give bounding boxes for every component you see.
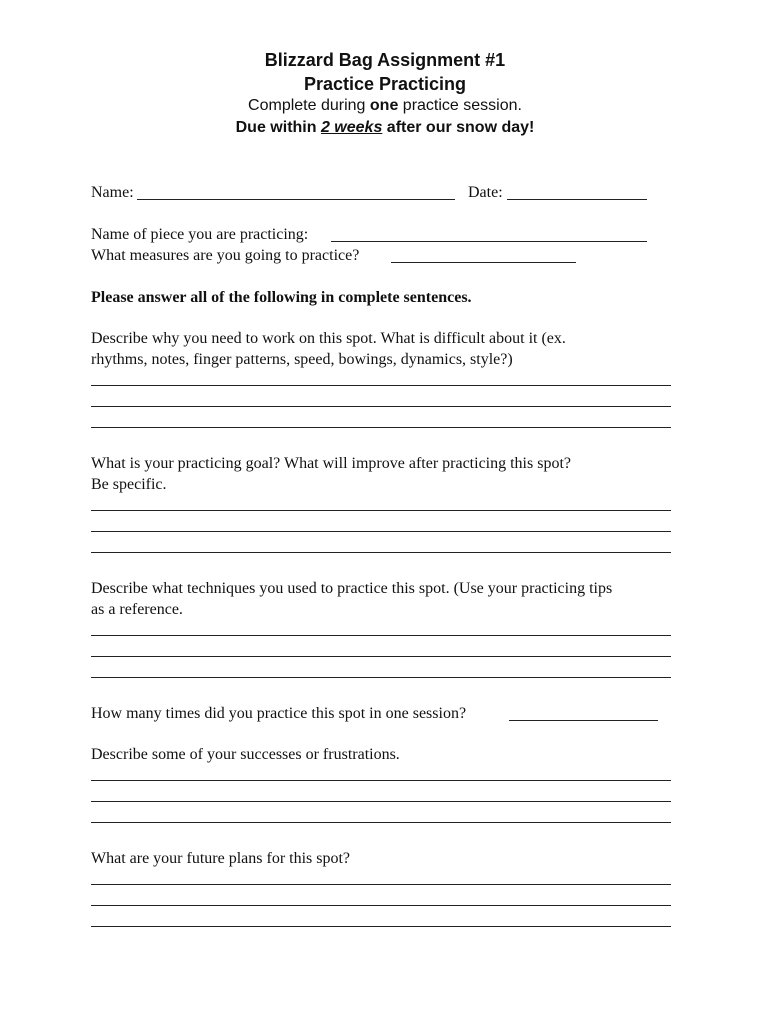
date-field[interactable] bbox=[507, 199, 647, 200]
answer-line[interactable] bbox=[91, 635, 671, 636]
practice-count-field[interactable] bbox=[509, 720, 658, 721]
answer-line[interactable] bbox=[91, 905, 671, 906]
session-instruction: Complete during one practice session. bbox=[248, 97, 522, 114]
answer-line[interactable] bbox=[91, 780, 671, 781]
answer-line[interactable] bbox=[91, 406, 671, 407]
answer-line[interactable] bbox=[91, 656, 671, 657]
answer-line[interactable] bbox=[91, 801, 671, 802]
assignment-subtitle: Practice Practicing bbox=[303, 74, 467, 94]
date-label: Date: bbox=[468, 184, 503, 201]
answer-line[interactable] bbox=[91, 510, 671, 511]
name-field[interactable] bbox=[137, 199, 455, 200]
answer-line[interactable] bbox=[91, 531, 671, 532]
question-5: Describe some of your successes or frustrations. bbox=[91, 746, 400, 763]
answer-instructions: Please answer all of the following in complete sentences. bbox=[91, 289, 472, 306]
piece-field[interactable] bbox=[331, 241, 647, 242]
measures-label: What measures are you going to practice? bbox=[91, 247, 360, 264]
answer-line[interactable] bbox=[91, 552, 671, 553]
answer-line[interactable] bbox=[91, 926, 671, 927]
question-4: How many times did you practice this spot in one session? bbox=[91, 705, 467, 722]
answer-line[interactable] bbox=[91, 822, 671, 823]
answer-line[interactable] bbox=[91, 677, 671, 678]
answer-line[interactable] bbox=[91, 385, 671, 386]
question-6: What are your future plans for this spot? bbox=[91, 850, 351, 867]
assignment-title: Blizzard Bag Assignment #1 bbox=[264, 50, 506, 70]
question-1-line-2: rhythms, notes, finger patterns, speed, bowings, dynamics, style?) bbox=[91, 351, 513, 368]
due-date-notice: Due within 2 weeks after our snow day! bbox=[235, 119, 535, 136]
measures-field[interactable] bbox=[391, 262, 576, 263]
question-3-line-2: as a reference. bbox=[91, 601, 183, 618]
name-label: Name: bbox=[91, 184, 134, 201]
question-1-line-1: Describe why you need to work on this spot. What is difficult about it (ex. bbox=[91, 330, 566, 347]
answer-line[interactable] bbox=[91, 884, 671, 885]
question-2-line-1: What is your practicing goal? What will improve after practicing this spot? bbox=[91, 455, 571, 472]
question-2-line-2: Be specific. bbox=[91, 476, 167, 493]
piece-label: Name of piece you are practicing: bbox=[91, 226, 309, 243]
question-3-line-1: Describe what techniques you used to practice this spot. (Use your practicing tips bbox=[91, 580, 613, 597]
answer-line[interactable] bbox=[91, 427, 671, 428]
